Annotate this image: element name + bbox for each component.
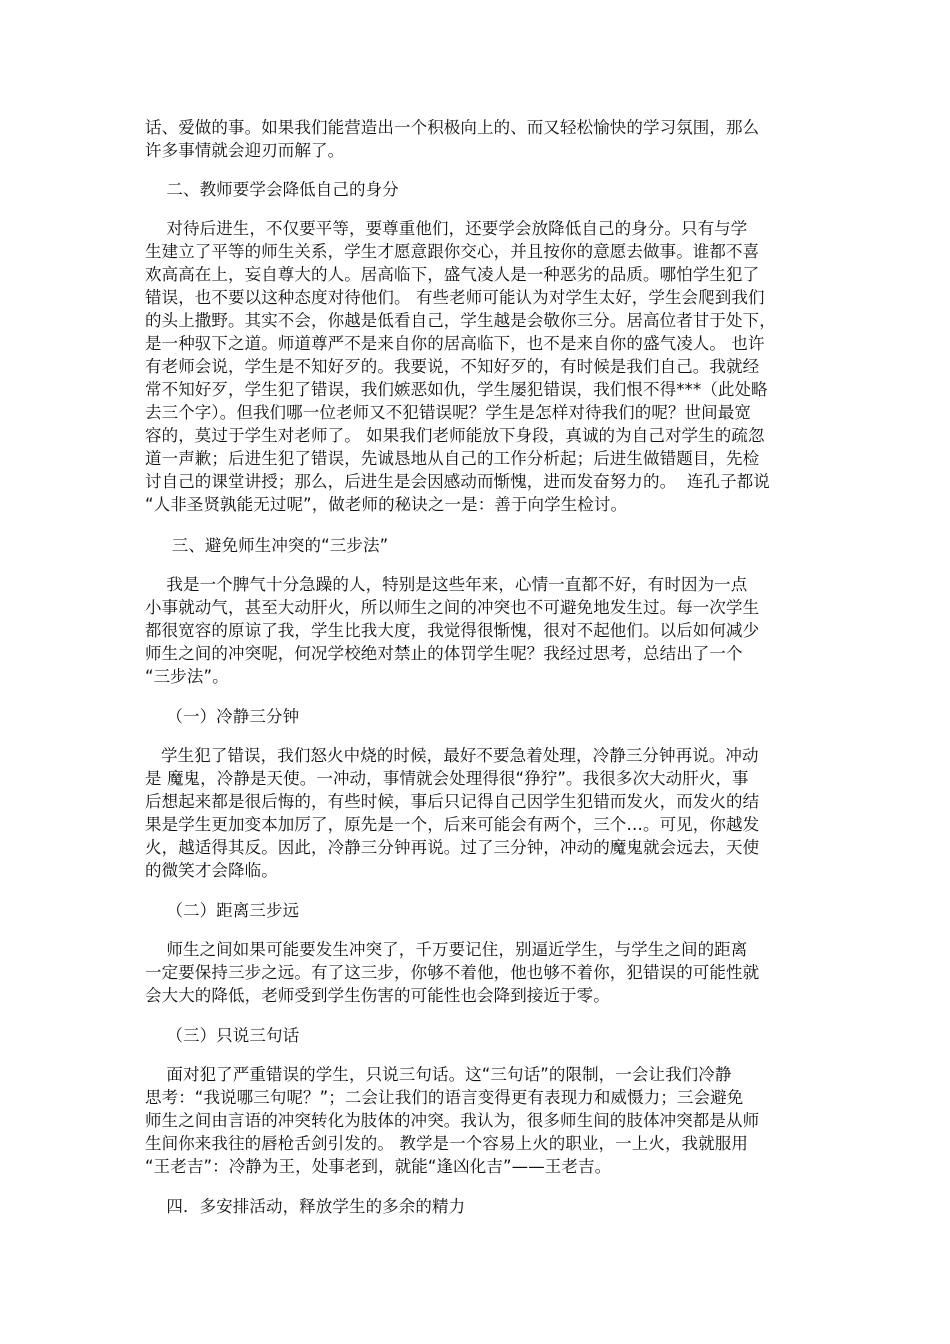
text-line: 的微笑才会降临。 — [145, 861, 278, 880]
text-line: 面对犯了严重错误的学生，只说三句话。这“三句话”的限制，一会让我们冷静 — [145, 1065, 732, 1084]
subsection-heading: （一）冷静三分钟 — [145, 707, 300, 726]
text-line: 都很宽容的原谅了我，学生比我大度，我觉得很惭愧，很对不起他们。以后如何减少 — [145, 621, 760, 640]
section-heading: 二、教师要学会降低自己的身分 — [145, 180, 399, 199]
text-line: 师生之间如果可能要发生冲突了，千万要记住，别逼近学生，与学生之间的距离 — [145, 940, 748, 959]
subsection-heading: （二）距离三步远 — [145, 901, 300, 920]
text-line: 欢高高在上，妄自尊大的人。居高临下，盛气凌人是一种恶劣的品质。哪怕学生犯了 — [145, 265, 760, 284]
text-line: 错误，也不要以这种态度对待他们。 有些老师可能认为对学生太好，学生会爬到我们 — [145, 288, 765, 307]
text-line: 思考：“我说哪三句呢？”；二会让我们的语言变得更有表现力和威慑力；三会避免 — [145, 1088, 744, 1107]
section-heading: 三、避免师生冲突的“三步法” — [145, 536, 389, 555]
text-line: 有老师会说，学生是不知好歹的。我要说，不知好歹的，有时候是我们自己。我就经 — [145, 357, 760, 376]
text-line: 师生之间的冲突呢，何况学校绝对禁止的体罚学生呢？我经过思考，总结出了一个 — [145, 644, 743, 663]
text-line: 道一声歉；后进生犯了错误，先诚恳地从自己的工作分析起；后进生做错题目，先检 — [145, 449, 760, 468]
text-line: 讨自己的课堂讲授；那么，后进生是会因感动而惭愧，进而发奋努力的。 连孔子都说 — [145, 472, 770, 491]
text-line: 火，越适得其反。因此，冷静三分钟再说。过了三分钟，冲动的魔鬼就会远去，天使 — [145, 838, 760, 857]
text-line: 的头上撒野。其实不会，你越是低看自己，学生越是会敬你三分。居高位者甘于处下， — [145, 311, 776, 330]
text-line: 学生犯了错误，我们怒火中烧的时候，最好不要急着处理，冷静三分钟再说。冲动 — [145, 746, 759, 765]
text-line: 容的，莫过于学生对老师了。 如果我们老师能放下身段，真诚的为自己对学生的疏忽 — [145, 426, 765, 445]
text-line: “人非圣贤孰能无过呢”，做老师的秘诀之一是：善于向学生检讨。 — [145, 495, 628, 514]
text-line: 话、爱做的事。如果我们能营造出一个积极向上的、而又轻松愉快的学习氛围，那么 — [145, 118, 760, 137]
text-line: 是 魔鬼，冷静是天使。一冲动，事情就会处理得很“狰狞”。我很多次大动肝火，事 — [145, 769, 749, 788]
text-line: 生建立了平等的师生关系，学生才愿意跟你交心，并且按你的意愿去做事。谁都不喜 — [145, 242, 760, 261]
text-line: 后想起来都是很后悔的，有些时候，事后只记得自己因学生犯错而发火，而发火的结 — [145, 792, 760, 811]
text-line: 小事就动气，甚至大动肝火，所以师生之间的冲突也不可避免地发生过。每一次学生 — [145, 598, 760, 617]
section-heading: 四．多安排活动，释放学生的多余的精力 — [145, 1197, 466, 1216]
text-line: 一定要保持三步之远。有了这三步，你够不着他，他也够不着你，犯错误的可能性就 — [145, 963, 760, 982]
text-line: 我是一个脾气十分急躁的人，特别是这些年来，心情一直都不好，有时因为一点 — [145, 575, 748, 594]
text-line: 对待后进生，不仅要平等，要尊重他们，还要学会放降低自己的身分。只有与学 — [145, 219, 748, 238]
text-line: “王老吉”：冷静为王，处事老到，就能“逢凶化吉”——王老吉。 — [145, 1157, 612, 1176]
text-line: 去三个字）。但我们哪一位老师又不犯错误呢？学生是怎样对待我们的呢？世间最宽 — [145, 403, 751, 422]
text-line: 常不知好歹，学生犯了错误，我们嫉恶如仇，学生屡犯错误，我们恨不得***（此处略 — [145, 380, 768, 399]
text-line: 会大大的降低，老师受到学生伤害的可能性也会降到接近于零。 — [145, 986, 610, 1005]
text-line: 是一种驭下之道。师道尊严不是来自你的居高临下，也不是来自你的盛气凌人。 也许 — [145, 334, 765, 353]
text-line: “三步法”。 — [145, 667, 229, 686]
text-line: 果是学生更加变本加厉了，原先是一个，后来可能会有两个，三个…。可见，你越发 — [145, 815, 760, 834]
text-line: 生间你来我往的唇枪舌剑引发的。 教学是一个容易上火的职业，一上火，我就服用 — [145, 1134, 748, 1153]
text-line: 师生之间由言语的冲突转化为肢体的冲突。我认为，很多师生间的肢体冲突都是从师 — [145, 1111, 760, 1130]
text-line: 许多事情就会迎刃而解了。 — [145, 141, 345, 160]
subsection-heading: （三）只说三句话 — [145, 1026, 300, 1045]
